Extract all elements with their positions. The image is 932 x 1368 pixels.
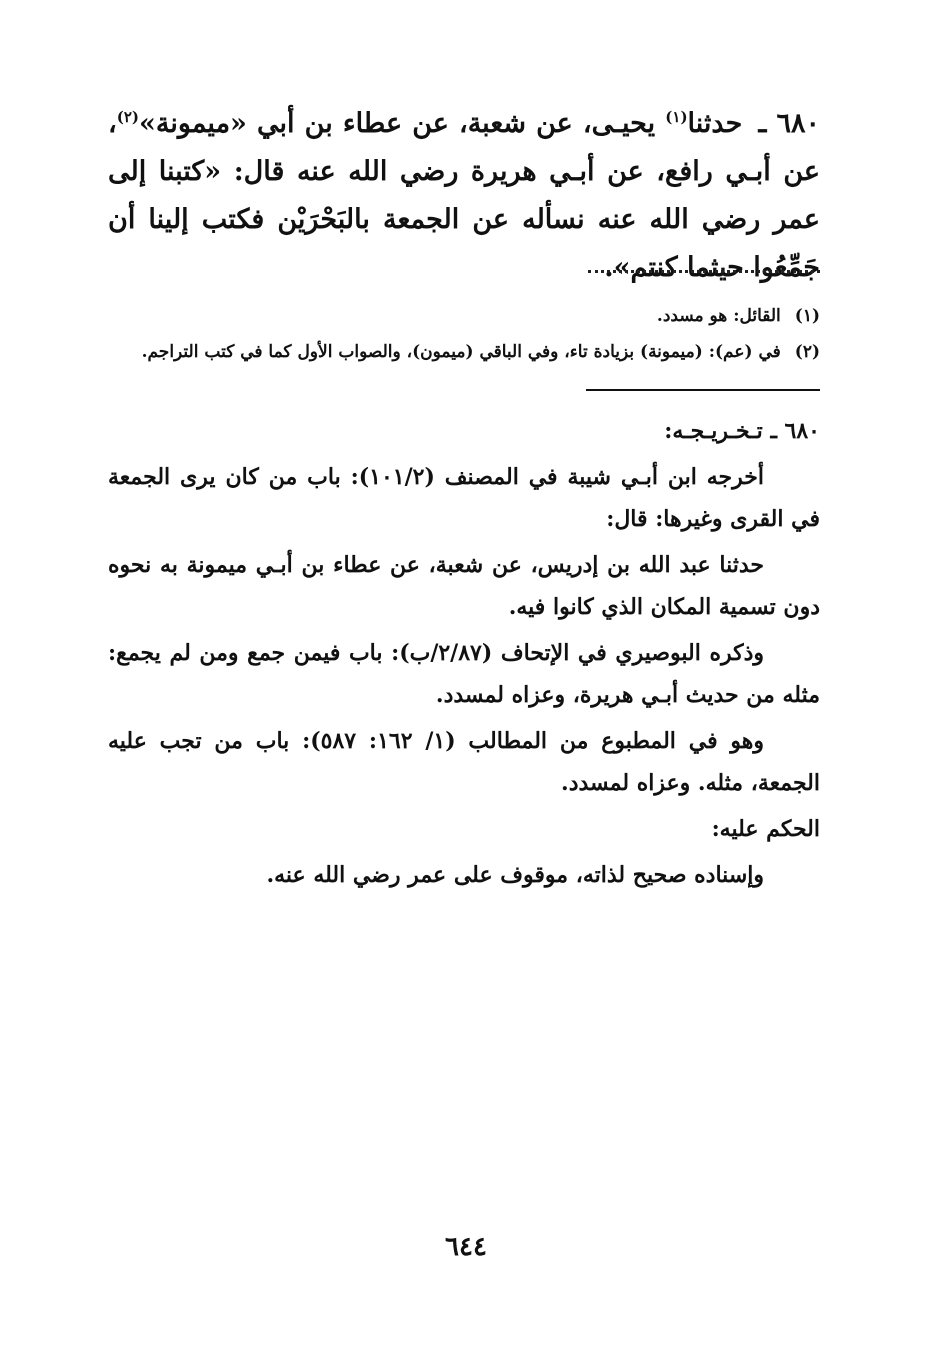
takhrij-paragraph-1: أخرجه ابن أبـي شيبة في المصنف (١٠١/٢): باب من كان يرى الجمعة في القرى وغيرها: قال: [108, 464, 820, 532]
takhrij-paragraph-2: حدثنا عبد الله بن إدريس، عن شعبة، عن عطاء بن أبـي ميمونة به نحوه دون تسمية المكان الذي كانوا فيه. [108, 552, 820, 620]
hadith-paragraph [108, 100, 820, 292]
takhrij-section [108, 410, 820, 900]
ruling-heading: الحكم عليه: [711, 816, 820, 842]
footnote-text: القائل: هو مسدد. [656, 306, 781, 326]
takhrij-heading: ٦٨٠ ـ تـخـريـجـه: [664, 418, 820, 444]
footnote-1 [108, 298, 820, 334]
hadith-segment-3: ، عن أبـي رافع، عن أبـي هريرة رضي الله عنه قال: «كتبنا إلى عمر رضي الله عنه نسأله عن الجمعة بالبَحْرَيْن فكتب إلينا أن جَمِّعُوا حيثما كنتم». [108, 108, 820, 283]
hadith-segment-1: حدثنا [687, 108, 743, 139]
footnote-ref-2: (٢) [116, 108, 139, 126]
page-number: ٦٤٤ [445, 1232, 487, 1262]
hadith-segment-2: يحيـى، عن شعبة، عن عطاء بن أبي «ميمونة» [139, 108, 656, 139]
hadith-number: ٦٨٠ ـ [758, 108, 821, 139]
footnote-ref-1: (١) [665, 108, 688, 126]
footnotes-section [108, 298, 820, 370]
ruling-text: وإسناده صحيح لذاته، موقوف على عمر رضي الله عنه. [266, 862, 764, 888]
hadith-text [108, 100, 820, 292]
section-separator [586, 389, 820, 391]
footnote-text: في (عم): (ميمونة) بزيادة تاء، وفي الباقي (ميمون)، والصواب الأول كما في كتب التراجم. [141, 342, 781, 362]
takhrij-paragraph-4: وهو في المطبوع من المطالب (١/ ١٦٢: ٥٨٧): باب من تجب عليه الجمعة، مثله. وعزاه لمسدد. [108, 728, 820, 796]
takhrij-paragraph-3: وذكره البوصيري في الإتحاف (٢/٨٧/ب): باب فيمن جمع ومن لم يجمع: مثله من حديث أبـي هريرة، وعزاه لمسدد. [108, 640, 820, 708]
footnote-mark: (٢) [794, 342, 820, 362]
footnote-mark: (١) [794, 306, 820, 326]
footnote-separator [588, 270, 820, 273]
footnote-2 [108, 334, 820, 370]
